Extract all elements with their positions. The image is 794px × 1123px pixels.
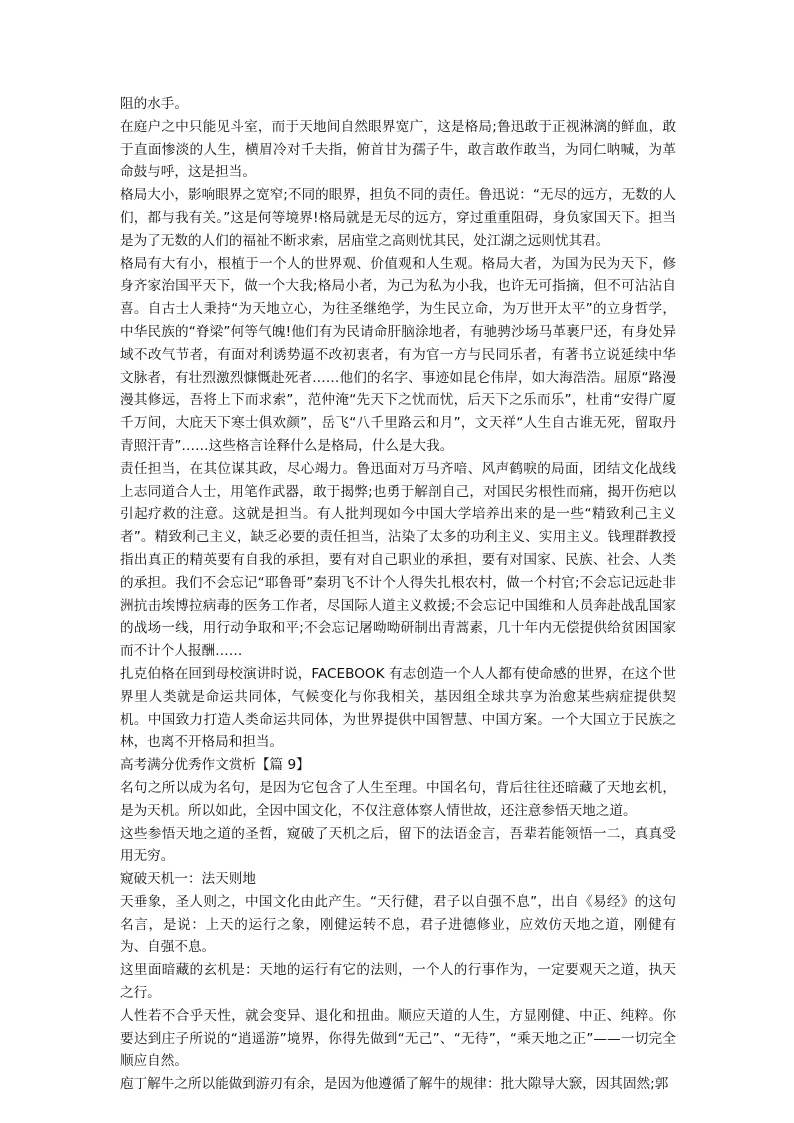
paragraph-11: 人性若不合乎天性，就会变异、退化和扭曲。顺应天道的人生，方显刚健、中正、纯粹。你要达到庄子所说的“逍遥游”境界，你得先做到“无己”、“无待”，“乘天地之正”——一切完全顺应自然。 — [120, 1007, 676, 1070]
document-body — [120, 93, 676, 1096]
paragraph-2: 在庭户之中只能见斗室，而于天地间自然眼界宽广，这是格局;鲁迅敢于正视淋漓的鲜血，敢于直面惨淡的人生，横眉冷对千夫指，俯首甘为孺子牛，敢言敢作敢当，为同仁呐喊，为革命鼓与呼，这是担当。 — [120, 118, 676, 181]
paragraph-12: 庖丁解牛之所以能做到游刃有余，是因为他遵循了解牛的规律：批大隙导大窾，因其固然;郭 — [120, 1076, 669, 1093]
section-heading: 高考满分优秀作文赏析【篇 9】 — [120, 757, 310, 774]
subheading: 窥破天机一：法天则地 — [120, 871, 256, 888]
paragraph-8: 这些参悟天地之道的圣哲，窥破了天机之后，留下的法语金言，吾辈若能领悟一二，真真受用无穷。 — [120, 825, 676, 865]
paragraph-9: 天垂象，圣人则之，中国文化由此产生。“天行健，君子以自强不息”，出自《易经》的这句名言，是说：上天的运行之象，刚健运转不息，君子进德修业，应效仿天地之道，刚健有为、自强不息。 — [120, 893, 676, 956]
paragraph-6: 扎克伯格在回到母校演讲时说，FACEBOOK 有志创造一个人人都有使命感的世界，在这个世界里人类就是命运共同体，气候变化与你我相关，基因组全球共享为治愈某些病症提供契机。中国致力打造人类命运共同体，为世界提供中国智慧、中国方案。一个大国立于民族之林，也离不开格局和担当。 — [120, 665, 676, 751]
paragraph-3: 格局大小，影响眼界之宽窄;不同的眼界，担负不同的责任。鲁迅说：“无尽的远方，无数的人们，都与我有关。”这是何等境界!格局就是无尽的远方，穿过重重阻碍，身负家国天下。担当是为了无数的人们的福祉不断求索，居庙堂之高则忧其民，处江湖之远则忧其君。 — [120, 187, 676, 249]
paragraph-1: 阻的水手。 — [120, 96, 188, 112]
paragraph-5: 责任担当，在其位谋其政，尽心竭力。鲁迅面对万马齐喑、风声鹤唳的局面，团结文化战线上志同道合人士，用笔作武器，敢于揭弊;也勇于解剖自己，对国民劣根性而痛，揭开伤疤以引起疗救的注意。这就是担当。有人批判现如今中国大学培养出来的是一些“精致利己主义者”。精致利己主义，缺乏必要的责任担当，沾染了太多的功利主义、实用主义。钱理群教授指出真正的精英要有自我的承担，要有对自己职业的承担，要有对国家、民族、社会、人类的承担。我们不会忘记“耶鲁哥”秦玥飞不计个人得失扎根农村，做一个村官;不会忘记远赴非洲抗击埃博拉病毒的医务工作者，尽国际人道主义救援;不会忘记中国维和人员奔赴战乱国家的战场一线，用行动争取和平;不会忘记屠呦呦研制出青蒿素，几十年内无偿提供给贫困国家而不计个人报酬…… — [120, 460, 676, 660]
paragraph-7: 名句之所以成为名句，是因为它包含了人生至理。中国名句，背后往往还暗藏了天地玄机，是为天机。所以如此，全因中国文化，不仅注意体察人情世故，还注意参悟天地之道。 — [120, 779, 676, 819]
paragraph-4: 格局有大有小，根植于一个人的世界观、价值观和人生观。格局大者，为国为民为天下，修身齐家治国平天下，做一个大我;格局小者，为己为私为小我，也许无可指摘，但不可沾沾自喜。自古士人秉持“为天地立心，为往圣继绝学，为生民立命，为万世开太平”的立身哲学，中华民族的“脊梁”何等气魄!他们有为民请命肝脑涂地者，有驰骋沙场马革裹尸还，有身处异域不改气节者，有面对利诱势逼不改初衷者，有为官一方与民同乐者，有著书立说延续中华文脉者，有壮烈激烈慷慨赴死者……他们的名字、事迹如昆仑伟岸，如大海浩浩。屈原“路漫漫其修远，吾将上下而求索”，范仲淹“先天下之忧而忧，后天下之乐而乐”，杜甫“安得广厦千万间，大庇天下寒士俱欢颜”，岳飞“八千里路云和月”，文天祥“人生自古谁无死，留取丹青照汗青”……这些格言诠释什么是格局，什么是大我。 — [120, 255, 676, 454]
paragraph-10: 这里面暗藏的玄机是：天地的运行有它的法则，一个人的行事作为，一定要观天之道，执天之行。 — [120, 962, 676, 1002]
